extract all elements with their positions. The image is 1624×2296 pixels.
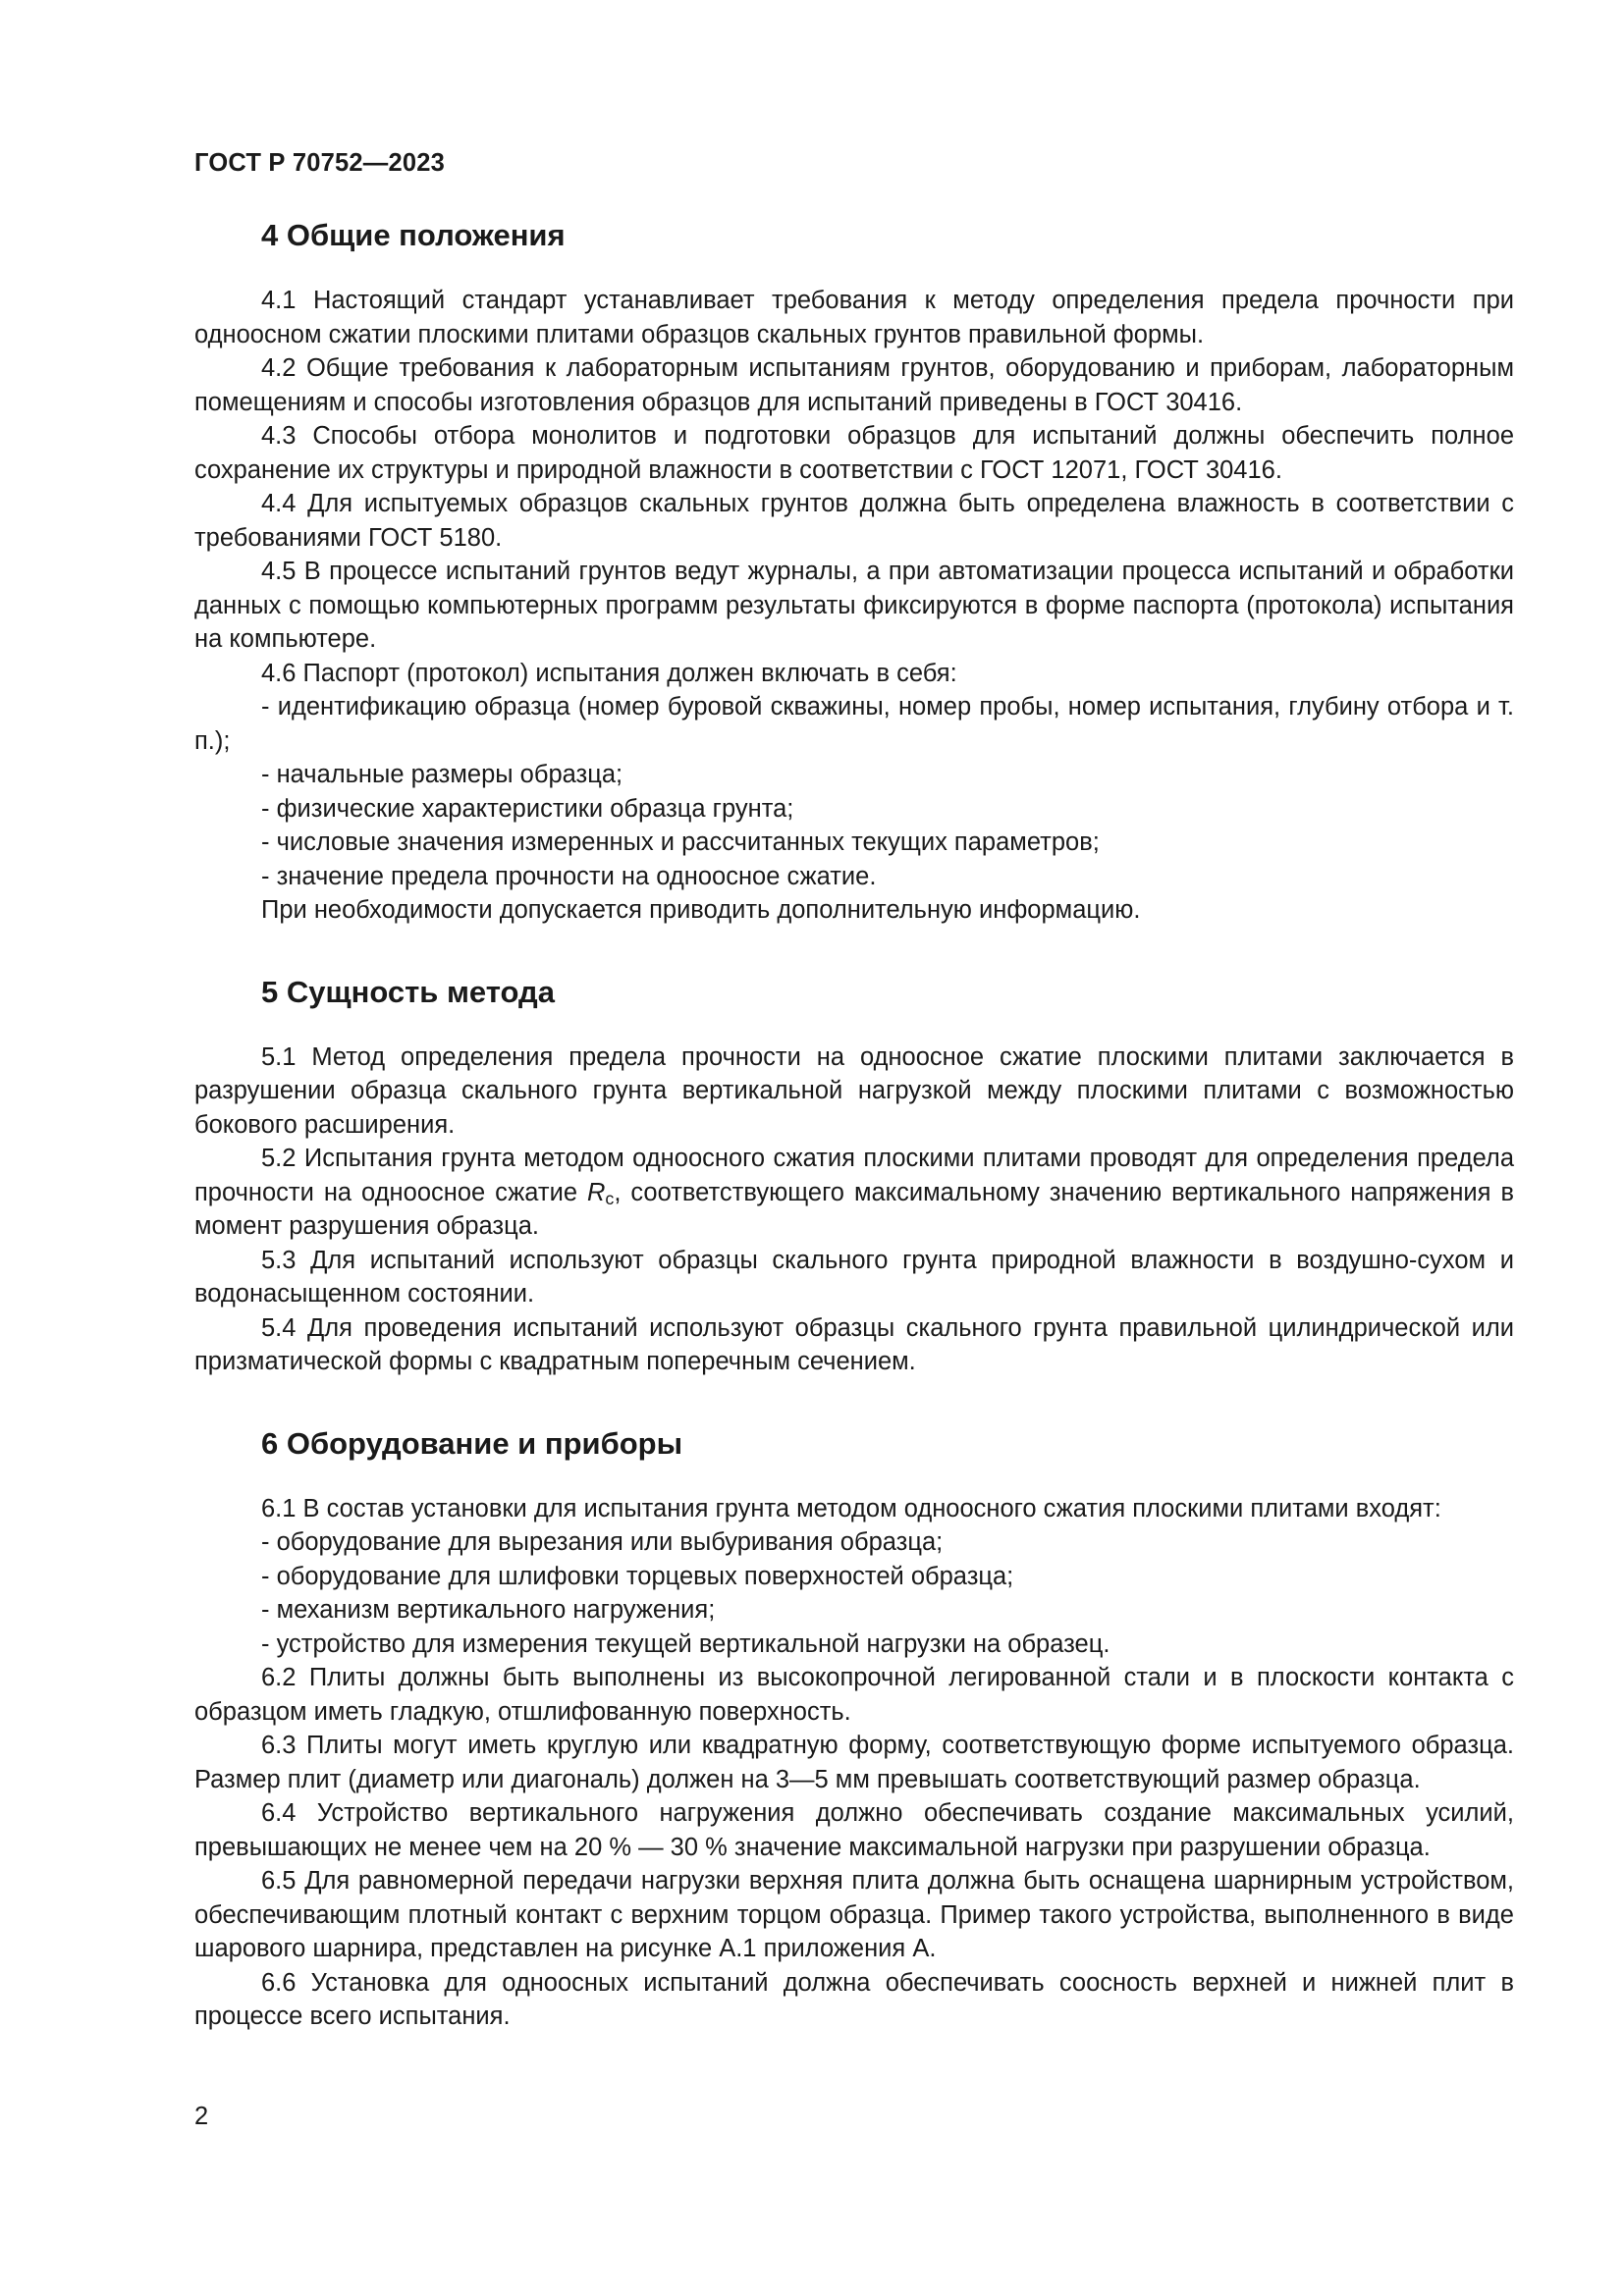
paragraph-5-2 [194,1142,1514,1244]
section-4 [194,216,1514,928]
paragraph-4-4: 4.4 Для испытуемых образцов скальных грунтов должна быть определена влажность в соответствии с требованиями ГОСТ 5180. [194,490,1514,552]
paragraph-4-3: 4.3 Способы отбора монолитов и подготовки образцов для испытаний должны обеспечить полное сохранение их структуры и природной влажности в соответствии с ГОСТ 12071, ГОСТ 30416. [194,422,1514,484]
paragraph-4-2: 4.2 Общие требования к лабораторным испытаниям грунтов, оборудованию и приборам, лабораторным помещениям и способы изготовления образцов для испытаний приведены в ГОСТ 30416. [194,354,1514,416]
list-item: - значение предела прочности на одноосное сжатие. [261,862,877,890]
paragraph-5-1: 5.1 Метод определения предела прочности на одноосное сжатие плоскими плитами заключается в разрушении образца скального грунта вертикальной нагрузкой между плоскими плитами с возможностью бокового расширения. [194,1042,1514,1139]
list-item: - механизм вертикального нагружения; [261,1596,716,1624]
list-item: - начальные размеры образца; [261,761,623,788]
list-item: - оборудование для шлифовки торцевых поверхностей образца; [261,1562,1014,1590]
paragraph-6-2: 6.2 Плиты должны быть выполнены из высокопрочной легированной стали и в плоскости контакта с образцом иметь гладкую, отшлифованную поверхность. [194,1664,1514,1726]
list-item: - физические характеристики образца грунта; [261,794,794,823]
list-item: - устройство для измерения текущей вертикальной нагрузки на образец. [261,1629,1110,1658]
paragraph-6-3: 6.3 Плиты могут иметь круглую или квадратную форму, соответствующую форме испытуемого образца. Размер плит (диаметр или диагональ) должен на 3—5 мм превышать соответствующий размер образца. [194,1732,1514,1793]
paragraph-5-2-start: 5.2 Испытания грунта методом одноосного сжатия плоскими плитами проводят для определения предела прочности на одноосное сжатие [194,1145,1514,1206]
paragraph-6-6: 6.6 Установка для одноосных испытаний должна обеспечивать соосность верхней и нижней плит в процессе всего испытания. [194,1968,1514,2030]
paragraph-5-4: 5.4 Для проведения испытаний используют образцы скального грунта правильной цилиндрической или призматической формы с квадратным поперечным сечением. [194,1313,1514,1375]
paragraph-6-4: 6.4 Устройство вертикального нагружения должно обеспечивать создание максимальных усилий, превышающих не менее чем на 20 % — 30 % значение максимальной нагрузки при разрушении образца. [194,1799,1514,1861]
paragraph-6-1: 6.1 В состав установки для испытания грунта методом одноосного сжатия плоскими плитами входят: [261,1494,1441,1522]
list-item: - числовые значения измеренных и рассчитанных текущих параметров; [261,828,1100,856]
section-title: 6 Оборудование и приборы [261,1425,683,1461]
paragraph-5-2-end: , соответствующего максимальному значению вертикального напряжения в момент разрушения образца. [194,1178,1514,1240]
paragraph-note: При необходимости допускается приводить дополнительную информацию. [261,896,1141,924]
section-title: 5 Сущность метода [261,974,555,1009]
list-item: - идентификацию образца (номер буровой скважины, номер пробы, номер испытания, глубину отбора и т. п.); [194,693,1514,755]
section-5 [194,973,1514,1379]
strength-subscript: c [605,1188,615,1208]
paragraph-5-3: 5.3 Для испытаний используют образцы скального грунта природной влажности в воздушно-сухом и водонасыщенном состоянии. [194,1246,1514,1308]
page-number: 2 [194,2103,209,2130]
document-body [194,216,1514,2034]
document-header: ГОСТ Р 70752—2023 [194,149,446,177]
paragraph-4-1: 4.1 Настоящий стандарт устанавливает требования к методу определения предела прочности при одноосном сжатии плоскими плитами образцов скальных грунтов правильной формы. [194,287,1514,348]
paragraph-4-5: 4.5 В процессе испытаний грунтов ведут журналы, а при автоматизации процесса испытаний и обработки данных с помощью компьютерных программ результаты фиксируются в форме паспорта (протокола) испытания на компьютере. [194,558,1514,653]
section-title: 4 Общие положения [261,218,566,252]
paragraph-6-5: 6.5 Для равномерной передачи нагрузки верхняя плита должна быть оснащена шарнирным устройством, обеспечивающим плотный контакт с верхним торцом образца. Пример такого устройства, выполненного в виде шарового шарнира, представлен на рисунке А.1 приложения А. [194,1867,1514,1962]
list-item: - оборудование для вырезания или выбуривания образца; [261,1528,944,1556]
paragraph-4-6: 4.6 Паспорт (протокол) испытания должен включать в себя: [261,659,957,687]
strength-variable: R [586,1178,606,1206]
section-6 [194,1424,1514,2034]
